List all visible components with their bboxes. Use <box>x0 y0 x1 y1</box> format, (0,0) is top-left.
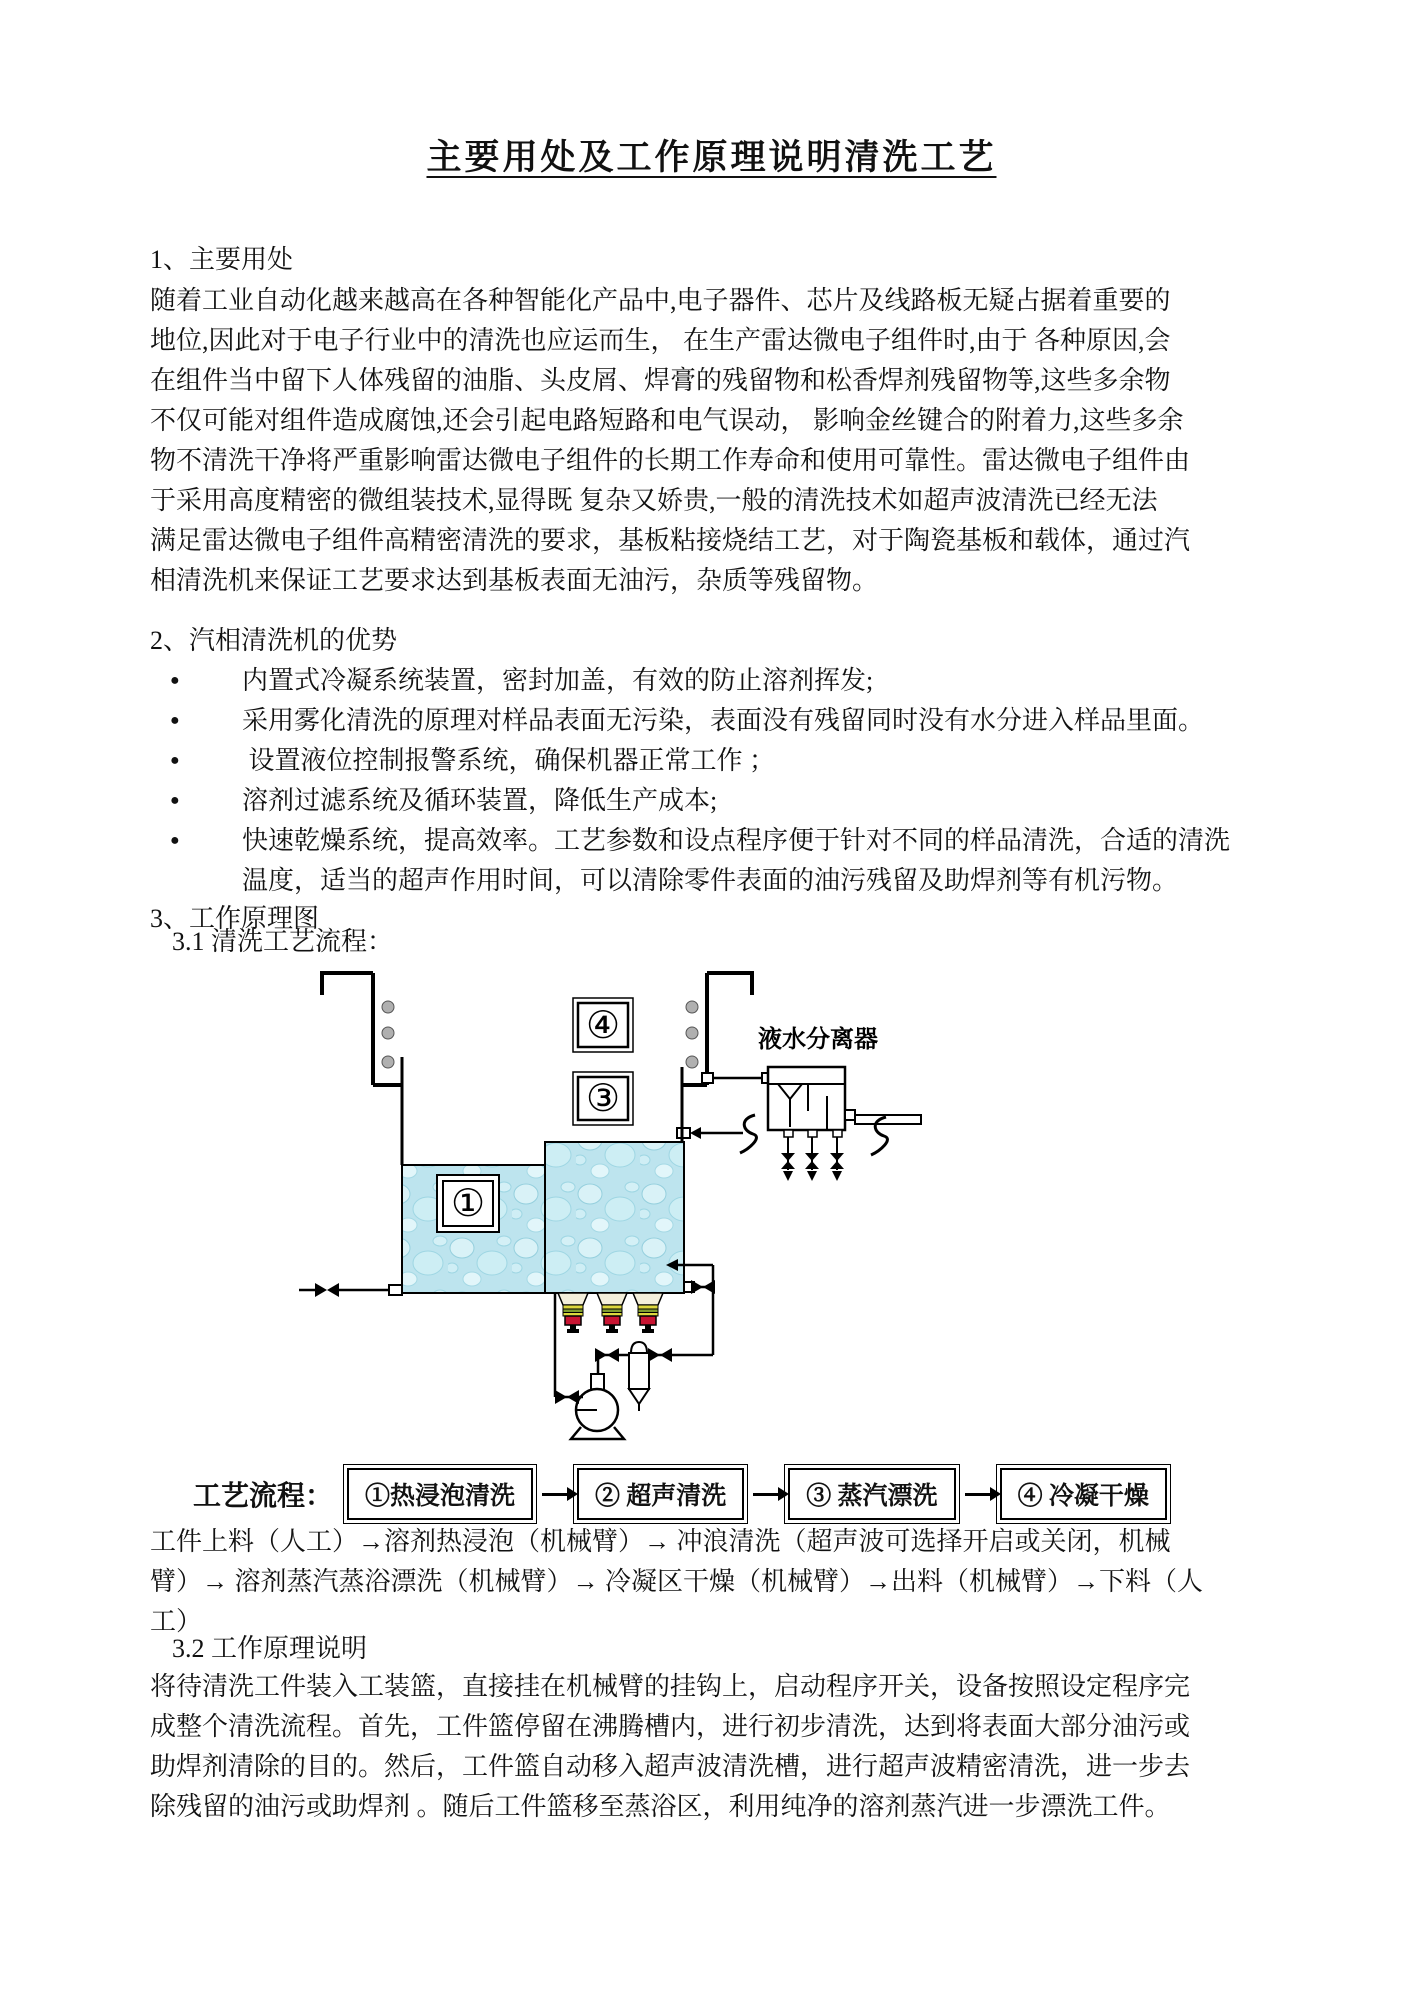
flow-step-text: ② 超声清洗 <box>577 1468 744 1520</box>
cleaning-tanks <box>402 1142 684 1293</box>
paragraph-line: 臂）→ 溶剂蒸汽蒸浴漂洗（机械臂）→ 冷凝区干燥（机械臂）→出料（机械臂）→下料（人 <box>150 1567 1204 1596</box>
paragraph-line: 地位,因此对于电子行业中的清洗也应运而生， 在生产雷达微电子组件时,由于 各种原因,会 <box>150 326 1171 355</box>
outlet-pipe <box>855 1115 921 1124</box>
paragraph-line: 在组件当中留下人体残留的油脂、头皮屑、焊膏的残留物和松香焊剂残留物等,这些多余物 <box>150 366 1171 395</box>
step1-number: ① <box>450 1183 486 1225</box>
valve-icon <box>555 1390 579 1404</box>
paragraph-line: 工） <box>150 1607 203 1636</box>
bullet-icon: ● <box>170 672 180 689</box>
bullet-text: 采用雾化清洗的原理对样品表面无污染，表面没有残留同时没有水分进入样品里面。 <box>242 706 1205 735</box>
water-separator-label: 液水分离器 <box>758 1026 878 1053</box>
paragraph-line: 将待清洗工件装入工装篮，直接挂在机械臂的挂钩上，启动程序开关，设备按照设定程序完 <box>150 1672 1191 1701</box>
paragraph-line: 于采用高度精密的微组装技术,显得既 复杂又娇贵,一般的清洗技术如超声波清洗已经无法 <box>150 486 1158 515</box>
flow-step-box <box>343 1464 537 1524</box>
section3-sub2: 3.2 工作原理说明 <box>172 1634 368 1663</box>
valve-icon <box>648 1348 672 1362</box>
process-schematic-diagram <box>0 965 1423 1465</box>
bullet-text: 设置液位控制报警系统，确保机器正常工作 ； <box>242 746 776 775</box>
flow-step-text: ①热浸泡清洗 <box>347 1468 533 1520</box>
step4-condense-dry-box <box>573 998 633 1052</box>
transducer-icon <box>633 1293 663 1333</box>
paragraph-line: 相清洗机来保证工艺要求达到基板表面无油污，杂质等残留物。 <box>150 566 879 595</box>
filter-icon <box>629 1342 649 1411</box>
pipe-connector <box>845 1110 855 1120</box>
flow-step-text: ③ 蒸汽漂洗 <box>788 1468 955 1520</box>
paragraph-line: 满足雷达微电子组件高精密清洗的要求，基板粘接烧结工艺，对于陶瓷基板和载体，通过汽 <box>150 526 1191 555</box>
valve-icon <box>315 1283 339 1297</box>
section1-paragraph <box>150 281 1275 601</box>
bullet-text: 内置式冷凝系统装置，密封加盖，有效的防止溶剂挥发; <box>242 666 874 695</box>
paragraph-line: 物不清洗干净将严重影响雷达微电子组件的长期工作寿命和使用可靠性。雷达微电子组件由 <box>150 446 1191 475</box>
bullet-spacer <box>150 861 242 901</box>
paragraph-line: 成整个清洗流程。首先，工件篮停留在沸腾槽内，进行初步清洗，达到将表面大部分油污或 <box>150 1712 1191 1741</box>
flow-step-box <box>996 1464 1171 1524</box>
step1-soak-box <box>437 1175 499 1232</box>
tank-inlet-valve <box>299 1283 402 1297</box>
pipe-connector <box>389 1285 402 1295</box>
flow-description <box>150 1522 1275 1642</box>
section3-sub1: 3.1 清洗工艺流程： <box>172 927 394 956</box>
bullet-text: 溶剂过滤系统及循环装置，降低生产成本; <box>242 786 718 815</box>
left-rail-holes <box>382 1001 394 1068</box>
principle-paragraph <box>150 1667 1275 1827</box>
list-item <box>150 741 1275 781</box>
section2-bullet-list <box>150 661 1275 901</box>
vapor-return-arrow <box>677 1115 756 1153</box>
arrow-left-icon <box>690 1127 701 1139</box>
process-flow-strip <box>193 1464 1173 1524</box>
pump-icon <box>571 1374 624 1439</box>
bullet-icon: ● <box>170 792 180 809</box>
bullet-icon: ● <box>170 712 180 729</box>
flow-step-text: ④ 冷凝干燥 <box>1000 1468 1167 1520</box>
separator-body <box>768 1067 845 1130</box>
section2-heading: 2、汽相清洗机的优势 <box>150 626 398 655</box>
arrow-right-icon <box>542 1493 568 1496</box>
list-item <box>150 821 1275 861</box>
arrow-right-icon <box>965 1493 991 1496</box>
paragraph-line: 助焊剂清除的目的。然后，工件篮自动移入超声波清洗槽，进行超声波精密清洗，进一步去 <box>150 1752 1191 1781</box>
water-separator <box>702 1025 921 1181</box>
bullet-text: 快速乾燥系统，提高效率。工艺参数和设点程序便于针对不同的样品清洗，合适的清洗 <box>242 826 1231 855</box>
transducer-icon <box>597 1293 627 1333</box>
pipe-connector <box>702 1073 713 1083</box>
flow-step-box <box>573 1464 748 1524</box>
flow-step-box <box>784 1464 959 1524</box>
valve-icon <box>781 1153 844 1181</box>
bullet-text: 温度，适当的超声作用时间，可以清除零件表面的油污残留及助焊剂等有机污物。 <box>242 866 1179 895</box>
list-item-continuation <box>150 861 1275 901</box>
bullet-icon: ● <box>170 832 180 849</box>
paragraph-line: 不仅可能对组件造成腐蚀,还会引起电路短路和电气误动， 影响金丝键合的附着力,这些多余 <box>150 406 1184 435</box>
list-item <box>150 781 1275 821</box>
list-item <box>150 701 1275 741</box>
list-item <box>150 661 1275 701</box>
bullet-icon: ● <box>170 752 180 769</box>
section3-heading: 3、工作原理图 <box>150 904 320 933</box>
ultrasonic-transducers <box>558 1293 663 1333</box>
step4-number: ④ <box>585 1005 621 1047</box>
step3-vapor-rinse-box <box>573 1072 633 1125</box>
paragraph-line: 工件上料（人工）→溶剂热浸泡（机械臂）→ 冲浪清洗（超声波可选择开启或关闭，机械 <box>150 1527 1171 1556</box>
ultrasonic-tank <box>545 1142 684 1293</box>
flow-strip-label: 工艺流程： <box>193 1481 334 1512</box>
paragraph-line: 随着工业自动化越来越高在各种智能化产品中,电子器件、芯片及线路板无疑占据着重要的 <box>150 286 1171 315</box>
transducer-icon <box>558 1293 588 1333</box>
paragraph-line: 除残留的油污或助焊剂 。随后工件篮移至蒸浴区，利用纯净的溶剂蒸汽进一步漂洗工件。 <box>150 1792 1171 1821</box>
arrow-right-icon <box>753 1493 779 1496</box>
page-title: 主要用处及工作原理说明清洗工艺 <box>426 138 997 177</box>
right-rail-holes <box>686 1001 698 1068</box>
separator-drain-valves <box>781 1130 844 1181</box>
section1-heading: 1、主要用处 <box>150 245 294 274</box>
step3-number: ③ <box>585 1078 621 1120</box>
